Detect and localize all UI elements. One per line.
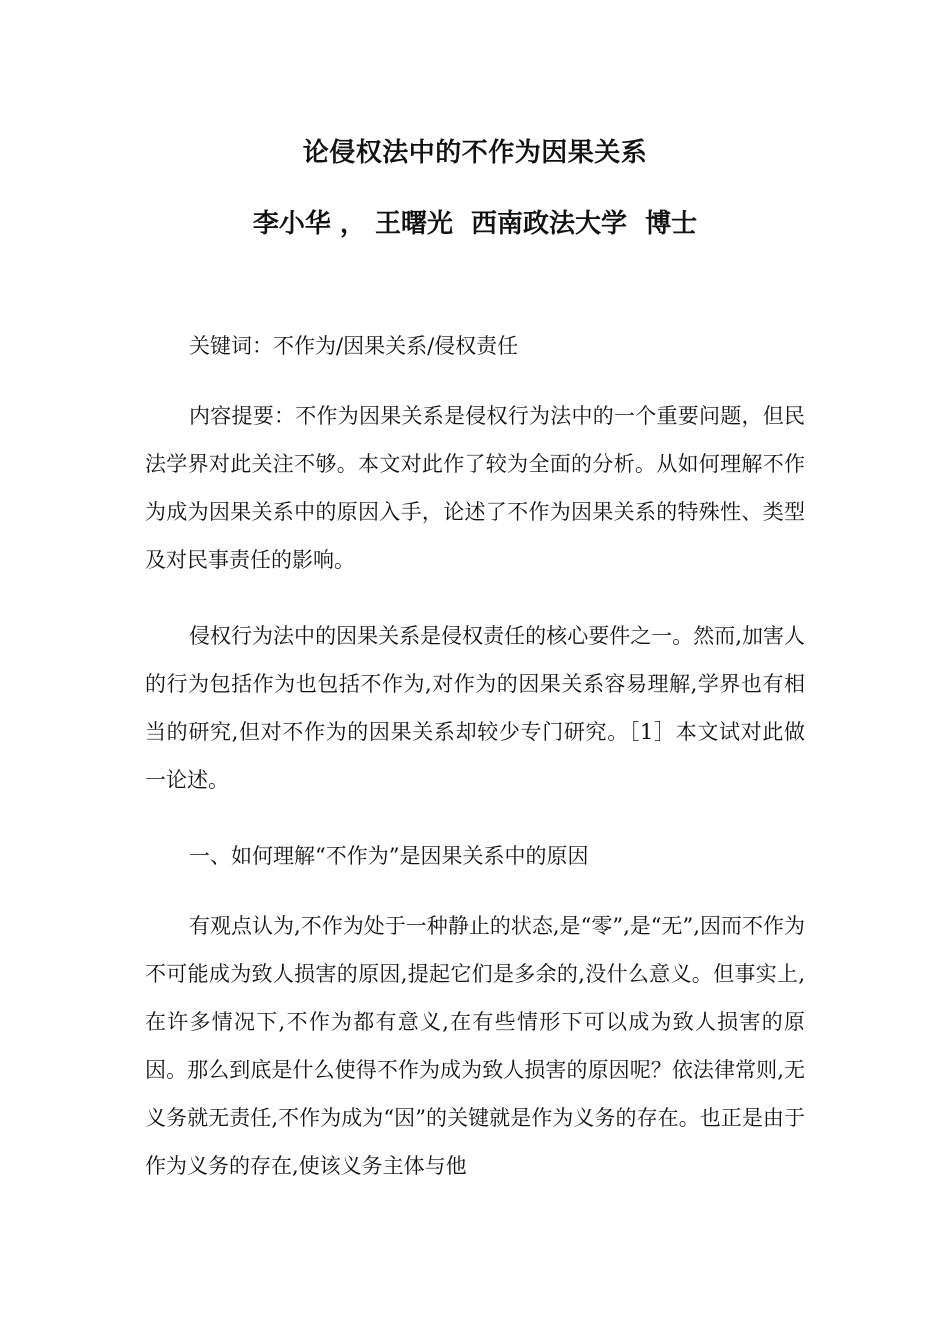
document-title: 论侵权法中的不作为因果关系: [302, 138, 648, 168]
body-paragraph: 有观点认为,不作为处于一种静止的状态,是“零”,是“无”,因而不作为不可能成为致人损害的原因,提起它们是多余的,没什么意义。但事实上,在许多情况下,不作为都有意义,在有些情形下可以成为致人损害的原因。那么到底是什么使得不作为成为致人损害的原因呢？依法律常则,无义务就无责任,不作为成为“因”的关键就是作为义务的存在。也正是由于作为义务的存在,使该义务主体与他: [145, 914, 805, 1178]
document-authors: 李小华 ， 王曙光 西南政法大学 博士: [252, 209, 698, 239]
keywords-paragraph: 关键词：不作为/因果关系/侵权责任: [189, 334, 519, 358]
section-heading: 一、如何理解“不作为”是因果关系中的原因: [189, 844, 589, 868]
intro-paragraph: 侵权行为法中的因果关系是侵权责任的核心要件之一。然而,加害人的行为包括作为也包括不作为,对作为的因果关系容易理解,学界也有相当的研究,但对不作为的因果关系却较少专门研究。［1］本文试对此做一论述。: [145, 624, 805, 792]
abstract-paragraph: 内容提要：不作为因果关系是侵权行为法中的一个重要问题，但民法学界对此关注不够。本文对此作了较为全面的分析。从如何理解不作为成为因果关系中的原因入手，论述了不作为因果关系的特殊性、类型及对民事责任的影响。: [145, 404, 805, 572]
